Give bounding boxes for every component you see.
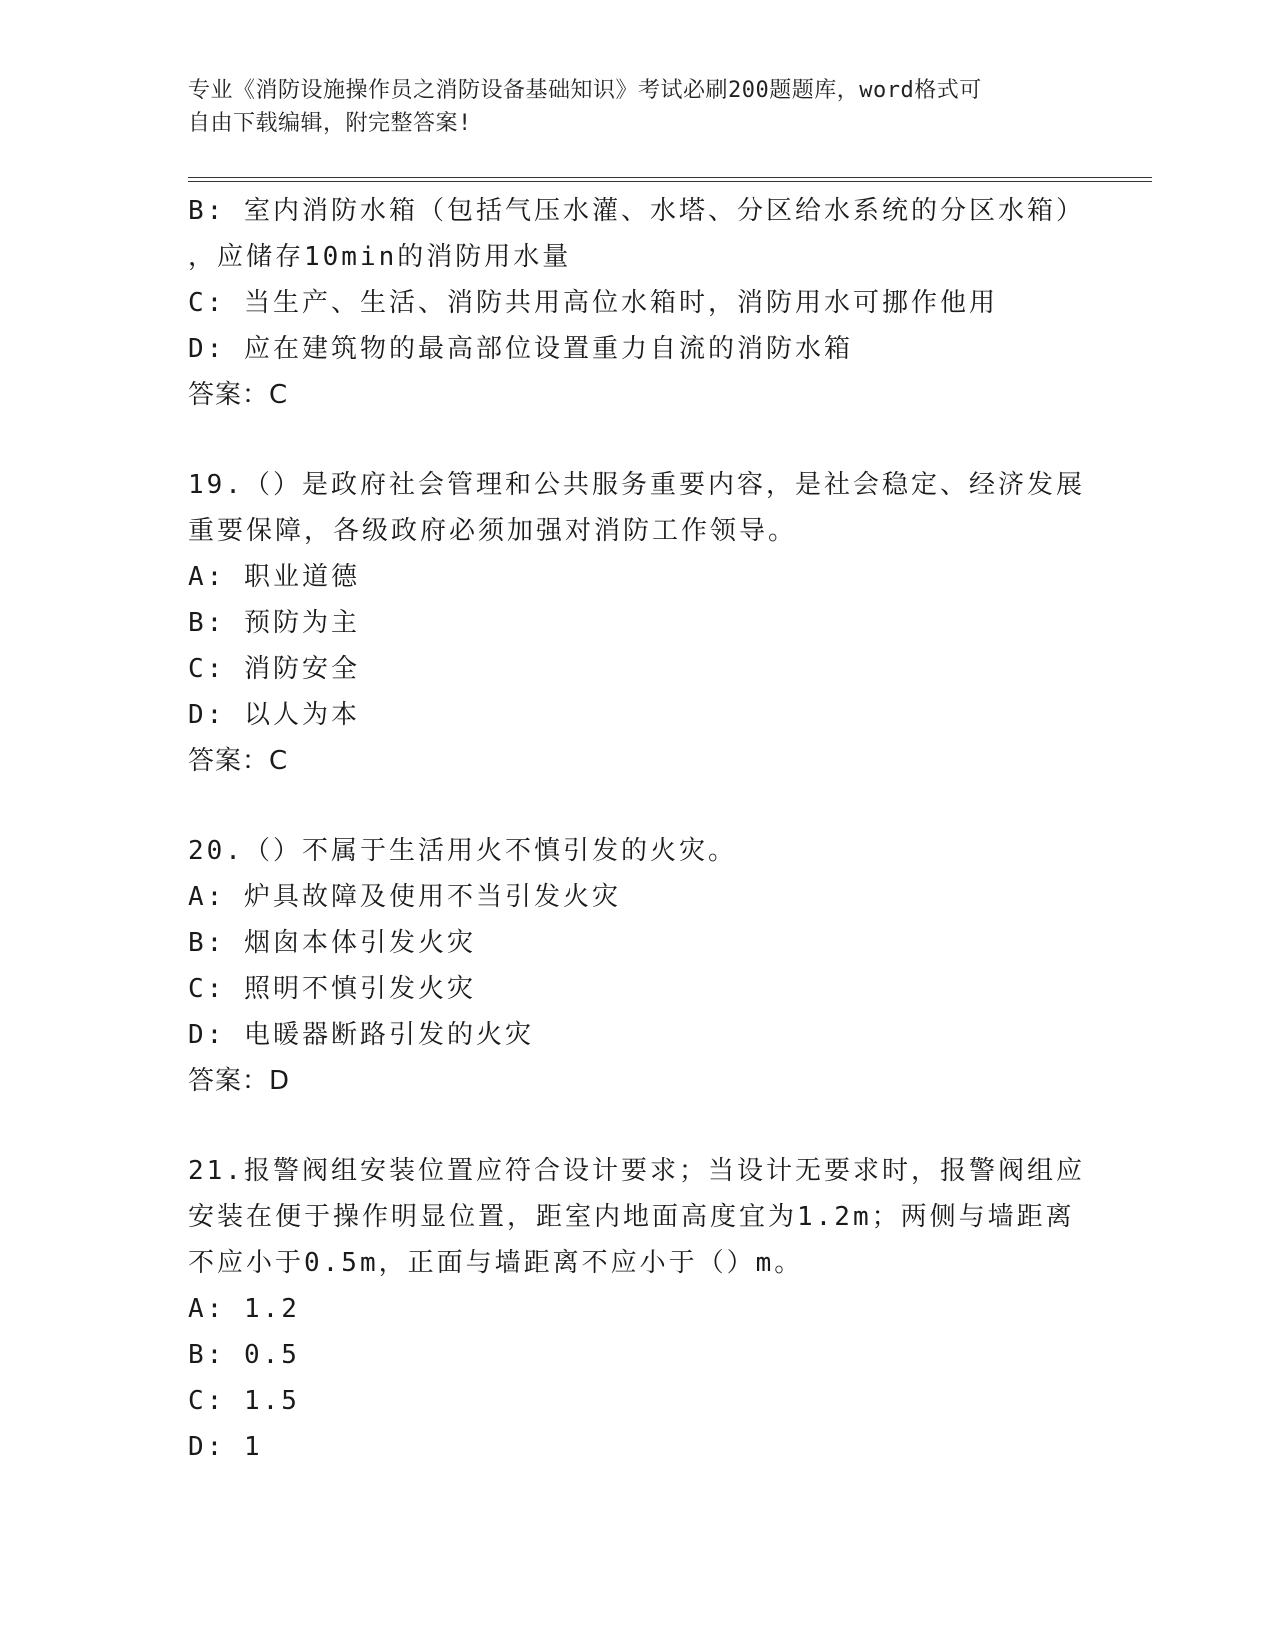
option-c: C: 当生产、生活、消防共用高位水箱时，消防用水可挪作他用 [188,288,998,318]
question-stem: 20.（）不属于生活用火不慎引发的火灾。 [188,836,737,866]
question-19 [188,462,1088,784]
answer: 答案：D [188,1066,291,1096]
option-c: C: 照明不慎引发火灾 [188,974,476,1004]
header-line-1: 专业《消防设施操作员之消防设备基础知识》考试必刷200题题库，word格式可 [188,78,982,103]
option-d: D: 1 [188,1432,263,1462]
question-list [188,188,1088,1470]
header-line-2: 自由下载编辑，附完整答案! [188,111,472,136]
option-b: B: 烟囱本体引发火灾 [188,928,476,958]
spacer [188,1104,1088,1148]
option-d: D: 应在建筑物的最高部位设置重力自流的消防水箱 [188,334,853,364]
question-18-partial [188,188,1088,418]
option-a: A: 炉具故障及使用不当引发火灾 [188,882,621,912]
question-stem-line-1: 21.报警阀组安装位置应符合设计要求；当设计无要求时，报警阀组应 [188,1156,1085,1186]
document-header [188,74,1088,140]
question-21 [188,1148,1088,1470]
question-stem-line-1: 19.（）是政府社会管理和公共服务重要内容，是社会稳定、经济发展 [188,470,1085,500]
header-divider-bottom [188,181,1152,182]
header-divider-top [188,177,1152,178]
question-stem-line-2: 安装在便于操作明显位置，距室内地面高度宜为1.2m；两侧与墙距离 [188,1202,1075,1232]
answer: 答案：C [188,380,289,410]
option-c: C: 1.5 [188,1386,300,1416]
question-stem-line-2: 重要保障，各级政府必须加强对消防工作领导。 [188,516,798,546]
spacer [188,784,1088,828]
option-c: C: 消防安全 [188,654,360,684]
option-b-line-1: B: 室内消防水箱（包括气压水灌、水塔、分区给水系统的分区水箱） [188,196,1085,226]
spacer [188,418,1088,462]
option-b: B: 预防为主 [188,608,360,638]
option-b: B: 0.5 [188,1340,300,1370]
option-a: A: 职业道德 [188,562,360,592]
answer: 答案：C [188,746,289,776]
option-d: D: 电暖器断路引发的火灾 [188,1020,534,1050]
option-a: A: 1.2 [188,1294,300,1324]
question-20 [188,828,1088,1104]
option-b-line-2: ，应储存10min的消防用水量 [188,242,572,272]
option-d: D: 以人为本 [188,700,360,730]
question-stem-line-3: 不应小于0.5m，正面与墙距离不应小于（）m。 [188,1248,804,1278]
